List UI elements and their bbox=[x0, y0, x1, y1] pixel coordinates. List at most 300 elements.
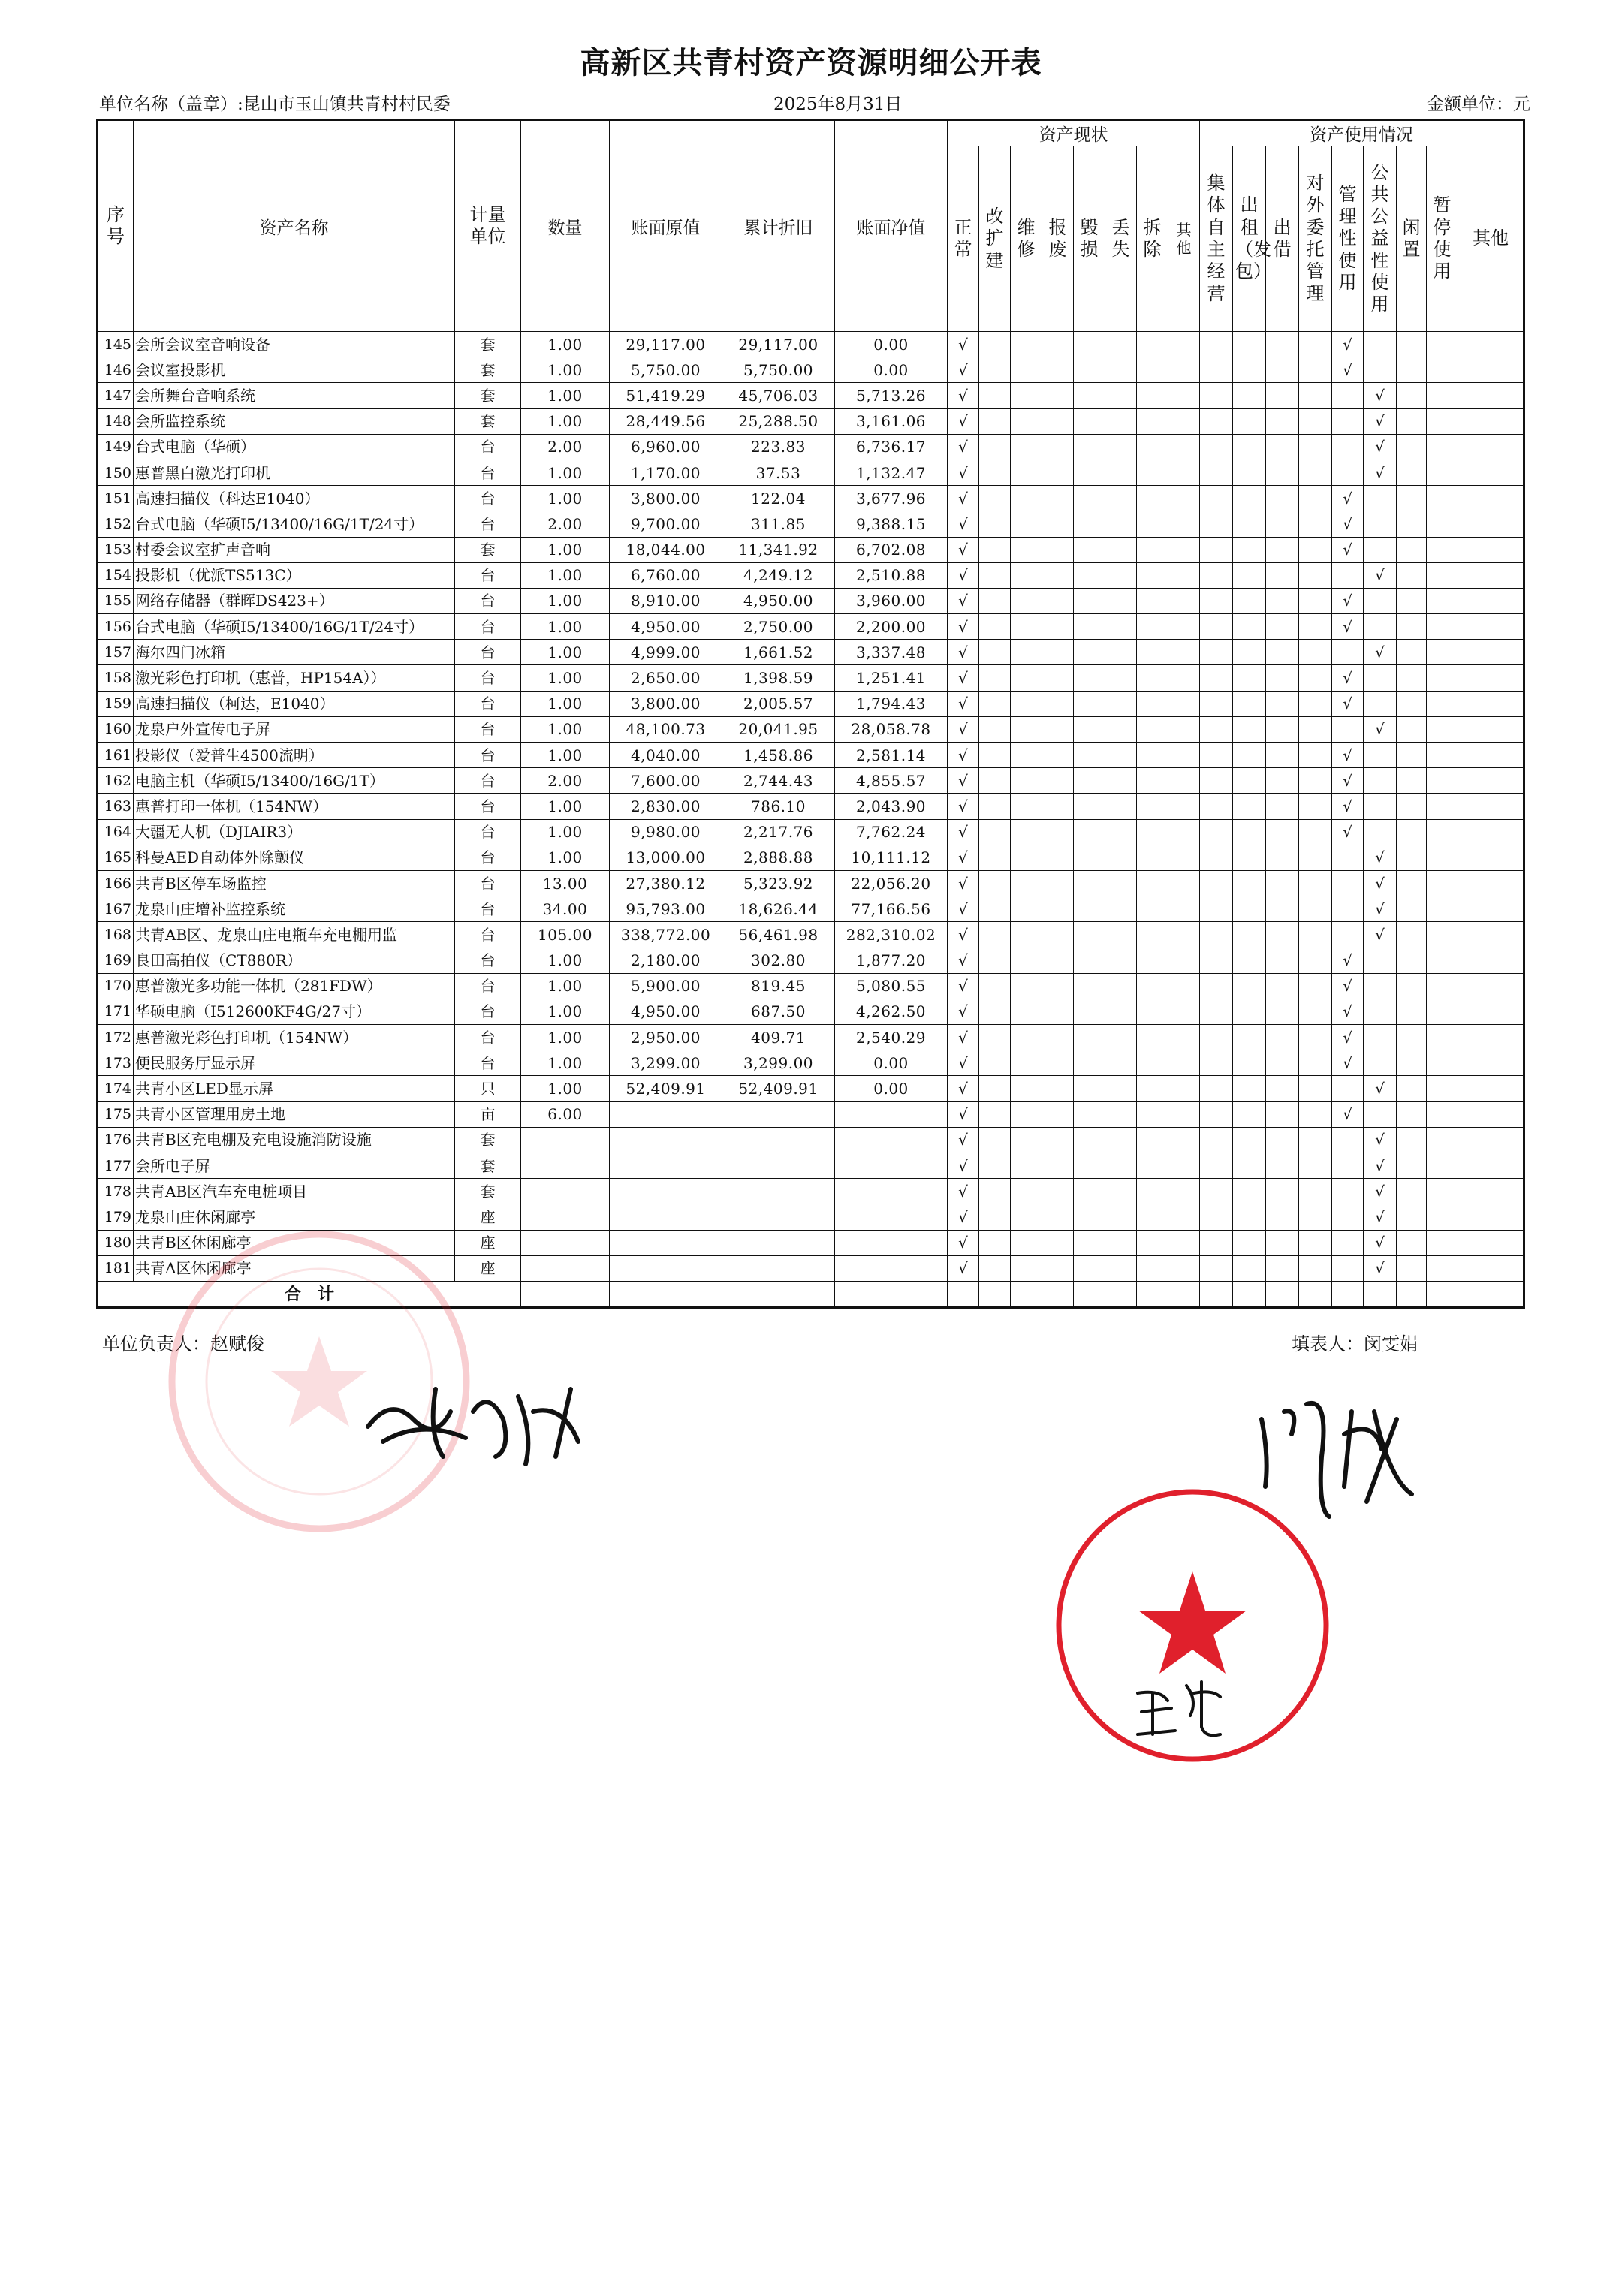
usage-cell bbox=[1299, 665, 1332, 691]
usage-cell bbox=[1200, 665, 1233, 691]
header-depreciation: 累计折旧 bbox=[722, 120, 835, 332]
status-cell: √ bbox=[948, 511, 979, 537]
row-net-value: 28,058.78 bbox=[835, 716, 948, 742]
usage-cell bbox=[1200, 922, 1233, 948]
usage-cell bbox=[1458, 1230, 1524, 1255]
usage-cell bbox=[1200, 1076, 1233, 1101]
usage-cell bbox=[1200, 819, 1233, 845]
status-cell bbox=[979, 562, 1011, 588]
row-depreciation: 37.53 bbox=[722, 460, 835, 485]
usage-cell bbox=[1397, 1076, 1427, 1101]
status-cell bbox=[1137, 562, 1168, 588]
status-cell: √ bbox=[948, 1076, 979, 1101]
row-depreciation: 786.10 bbox=[722, 794, 835, 819]
usage-cell: √ bbox=[1332, 1101, 1364, 1127]
status-cell bbox=[979, 1255, 1011, 1281]
header-usage-leased: 出租（发包） bbox=[1233, 146, 1266, 332]
row-unit: 台 bbox=[455, 999, 521, 1024]
report-date: 2025年8月31日 bbox=[773, 95, 903, 114]
seal-signature bbox=[1130, 1671, 1228, 1746]
usage-cell bbox=[1200, 486, 1233, 511]
row-unit: 套 bbox=[455, 537, 521, 562]
status-cell bbox=[1168, 845, 1200, 870]
usage-cell bbox=[1458, 1050, 1524, 1076]
usage-cell bbox=[1233, 1204, 1266, 1230]
table-row bbox=[98, 845, 1524, 870]
status-cell bbox=[1042, 845, 1074, 870]
usage-cell: √ bbox=[1364, 1204, 1397, 1230]
row-asset-name: 共青AB区汽车充电桩项目 bbox=[134, 1179, 455, 1204]
usage-cell bbox=[1200, 1230, 1233, 1255]
usage-cell bbox=[1233, 1127, 1266, 1153]
row-quantity: 1.00 bbox=[521, 408, 610, 434]
status-cell bbox=[1042, 948, 1074, 973]
status-cell bbox=[1011, 1025, 1042, 1050]
row-quantity: 1.00 bbox=[521, 845, 610, 870]
usage-cell bbox=[1299, 486, 1332, 511]
row-original-value: 338,772.00 bbox=[610, 922, 722, 948]
total-cell bbox=[1233, 1281, 1266, 1307]
status-cell bbox=[1168, 794, 1200, 819]
usage-cell bbox=[1364, 973, 1397, 999]
header-asset-name: 资产名称 bbox=[134, 120, 455, 332]
usage-cell bbox=[1397, 588, 1427, 613]
usage-cell bbox=[1200, 1179, 1233, 1204]
usage-cell bbox=[1458, 588, 1524, 613]
row-net-value: 2,043.90 bbox=[835, 794, 948, 819]
row-quantity: 1.00 bbox=[521, 743, 610, 768]
row-unit: 台 bbox=[455, 743, 521, 768]
usage-cell bbox=[1458, 896, 1524, 922]
status-cell bbox=[1011, 357, 1042, 383]
row-seq: 146 bbox=[98, 357, 134, 383]
status-cell bbox=[1168, 1025, 1200, 1050]
status-cell bbox=[1137, 768, 1168, 794]
status-cell bbox=[979, 1230, 1011, 1255]
usage-cell bbox=[1458, 562, 1524, 588]
row-unit: 台 bbox=[455, 922, 521, 948]
status-cell bbox=[1168, 614, 1200, 640]
row-depreciation bbox=[722, 1153, 835, 1179]
row-original-value: 18,044.00 bbox=[610, 537, 722, 562]
row-seq: 171 bbox=[98, 999, 134, 1024]
row-original-value bbox=[610, 1153, 722, 1179]
total-cell bbox=[1011, 1281, 1042, 1307]
usage-cell bbox=[1427, 665, 1458, 691]
header-original-value: 账面原值 bbox=[610, 120, 722, 332]
row-original-value: 95,793.00 bbox=[610, 896, 722, 922]
status-cell bbox=[1074, 332, 1105, 357]
status-cell bbox=[1011, 588, 1042, 613]
usage-cell bbox=[1397, 1204, 1427, 1230]
usage-cell bbox=[1364, 1050, 1397, 1076]
row-net-value: 1,132.47 bbox=[835, 460, 948, 485]
status-cell bbox=[979, 357, 1011, 383]
row-unit: 台 bbox=[455, 665, 521, 691]
usage-cell bbox=[1458, 537, 1524, 562]
row-seq: 145 bbox=[98, 332, 134, 357]
usage-cell bbox=[1427, 1127, 1458, 1153]
row-net-value bbox=[835, 1127, 948, 1153]
status-cell bbox=[1168, 716, 1200, 742]
usage-cell bbox=[1266, 1076, 1299, 1101]
row-quantity: 2.00 bbox=[521, 434, 610, 460]
status-cell bbox=[979, 1127, 1011, 1153]
total-cell bbox=[835, 1281, 948, 1307]
row-depreciation: 1,398.59 bbox=[722, 665, 835, 691]
usage-cell bbox=[1299, 1153, 1332, 1179]
status-cell bbox=[979, 665, 1011, 691]
header-status-demolished: 拆除 bbox=[1137, 146, 1168, 332]
status-cell bbox=[1105, 1153, 1137, 1179]
row-net-value: 0.00 bbox=[835, 332, 948, 357]
usage-cell bbox=[1397, 743, 1427, 768]
row-seq: 175 bbox=[98, 1101, 134, 1127]
status-cell: √ bbox=[948, 948, 979, 973]
status-cell: √ bbox=[948, 1101, 979, 1127]
status-cell bbox=[1042, 870, 1074, 896]
usage-cell bbox=[1397, 922, 1427, 948]
status-cell bbox=[1105, 1204, 1137, 1230]
row-net-value: 1,251.41 bbox=[835, 665, 948, 691]
row-net-value: 6,702.08 bbox=[835, 537, 948, 562]
status-cell bbox=[979, 408, 1011, 434]
usage-cell bbox=[1233, 716, 1266, 742]
usage-cell bbox=[1427, 1050, 1458, 1076]
usage-cell bbox=[1233, 896, 1266, 922]
row-seq: 162 bbox=[98, 768, 134, 794]
row-quantity: 1.00 bbox=[521, 665, 610, 691]
row-asset-name: 龙泉山庄休闲廊亭 bbox=[134, 1204, 455, 1230]
table-row bbox=[98, 486, 1524, 511]
status-cell bbox=[1168, 665, 1200, 691]
status-cell bbox=[1074, 562, 1105, 588]
usage-cell bbox=[1427, 511, 1458, 537]
row-asset-name: 共青AB区、龙泉山庄电瓶车充电棚用监 bbox=[134, 922, 455, 948]
status-cell bbox=[1105, 588, 1137, 613]
status-cell bbox=[1168, 999, 1200, 1024]
row-original-value: 9,700.00 bbox=[610, 511, 722, 537]
usage-cell: √ bbox=[1332, 614, 1364, 640]
status-cell: √ bbox=[948, 870, 979, 896]
status-cell bbox=[1042, 922, 1074, 948]
usage-cell bbox=[1299, 434, 1332, 460]
row-depreciation: 311.85 bbox=[722, 511, 835, 537]
status-cell bbox=[1074, 922, 1105, 948]
status-cell: √ bbox=[948, 999, 979, 1024]
row-net-value bbox=[835, 1179, 948, 1204]
usage-cell bbox=[1458, 743, 1524, 768]
status-cell bbox=[1105, 716, 1137, 742]
usage-cell bbox=[1458, 460, 1524, 485]
row-unit: 台 bbox=[455, 768, 521, 794]
usage-cell bbox=[1458, 434, 1524, 460]
row-asset-name: 惠普黑白激光打印机 bbox=[134, 460, 455, 485]
usage-cell bbox=[1266, 434, 1299, 460]
row-seq: 148 bbox=[98, 408, 134, 434]
row-depreciation bbox=[722, 1127, 835, 1153]
usage-cell bbox=[1200, 768, 1233, 794]
status-cell bbox=[1168, 743, 1200, 768]
status-cell bbox=[1011, 691, 1042, 716]
status-cell bbox=[1074, 716, 1105, 742]
usage-cell bbox=[1299, 691, 1332, 716]
usage-cell bbox=[1364, 1025, 1397, 1050]
row-original-value: 8,910.00 bbox=[610, 588, 722, 613]
row-net-value: 0.00 bbox=[835, 1076, 948, 1101]
usage-cell bbox=[1397, 434, 1427, 460]
status-cell bbox=[979, 332, 1011, 357]
usage-cell bbox=[1397, 332, 1427, 357]
status-cell bbox=[979, 973, 1011, 999]
status-cell bbox=[1042, 640, 1074, 665]
row-original-value: 2,950.00 bbox=[610, 1025, 722, 1050]
usage-cell: √ bbox=[1332, 691, 1364, 716]
row-original-value: 3,800.00 bbox=[610, 486, 722, 511]
usage-cell bbox=[1299, 768, 1332, 794]
row-net-value bbox=[835, 1204, 948, 1230]
status-cell bbox=[979, 434, 1011, 460]
row-asset-name: 海尔四门冰箱 bbox=[134, 640, 455, 665]
preparer: 填表人：闵雯娟 bbox=[1292, 1333, 1418, 1354]
usage-cell: √ bbox=[1332, 948, 1364, 973]
row-quantity: 1.00 bbox=[521, 562, 610, 588]
usage-cell bbox=[1427, 1179, 1458, 1204]
status-cell bbox=[1074, 1025, 1105, 1050]
row-asset-name: 惠普打印一体机（154NW） bbox=[134, 794, 455, 819]
status-cell bbox=[979, 640, 1011, 665]
status-cell bbox=[1074, 870, 1105, 896]
status-cell bbox=[1105, 357, 1137, 383]
row-seq: 174 bbox=[98, 1076, 134, 1101]
status-cell: √ bbox=[948, 640, 979, 665]
table-row bbox=[98, 511, 1524, 537]
row-depreciation: 819.45 bbox=[722, 973, 835, 999]
usage-cell bbox=[1458, 973, 1524, 999]
status-cell bbox=[1168, 922, 1200, 948]
status-cell bbox=[1042, 665, 1074, 691]
row-unit: 座 bbox=[455, 1255, 521, 1281]
status-cell: √ bbox=[948, 614, 979, 640]
row-unit: 台 bbox=[455, 716, 521, 742]
row-asset-name: 电脑主机（华硕I5/13400/16G/1T） bbox=[134, 768, 455, 794]
usage-cell bbox=[1332, 562, 1364, 588]
row-seq: 153 bbox=[98, 537, 134, 562]
usage-cell: √ bbox=[1332, 743, 1364, 768]
status-cell bbox=[1137, 614, 1168, 640]
status-cell bbox=[1074, 743, 1105, 768]
status-cell bbox=[1074, 973, 1105, 999]
usage-cell bbox=[1427, 794, 1458, 819]
status-cell bbox=[1042, 588, 1074, 613]
row-asset-name: 会所电子屏 bbox=[134, 1153, 455, 1179]
status-cell bbox=[1011, 743, 1042, 768]
total-cell bbox=[1137, 1281, 1168, 1307]
usage-cell: √ bbox=[1332, 1050, 1364, 1076]
usage-cell bbox=[1364, 743, 1397, 768]
row-seq: 157 bbox=[98, 640, 134, 665]
usage-cell bbox=[1427, 922, 1458, 948]
usage-cell: √ bbox=[1364, 845, 1397, 870]
usage-cell bbox=[1266, 973, 1299, 999]
row-unit: 台 bbox=[455, 486, 521, 511]
row-original-value: 13,000.00 bbox=[610, 845, 722, 870]
responsible-person: 单位负责人：赵赋俊 bbox=[102, 1333, 264, 1354]
status-cell bbox=[1074, 640, 1105, 665]
status-cell bbox=[1074, 383, 1105, 408]
row-seq: 168 bbox=[98, 922, 134, 948]
row-net-value: 3,337.48 bbox=[835, 640, 948, 665]
row-net-value: 7,762.24 bbox=[835, 819, 948, 845]
status-cell bbox=[1042, 332, 1074, 357]
usage-cell bbox=[1332, 383, 1364, 408]
usage-cell bbox=[1299, 845, 1332, 870]
row-depreciation bbox=[722, 1179, 835, 1204]
table-row bbox=[98, 1101, 1524, 1127]
row-depreciation: 223.83 bbox=[722, 434, 835, 460]
usage-cell bbox=[1233, 357, 1266, 383]
status-cell bbox=[1042, 1153, 1074, 1179]
status-cell bbox=[979, 870, 1011, 896]
status-cell bbox=[1074, 999, 1105, 1024]
usage-cell bbox=[1427, 383, 1458, 408]
row-net-value: 22,056.20 bbox=[835, 870, 948, 896]
usage-cell bbox=[1200, 434, 1233, 460]
total-cell bbox=[979, 1281, 1011, 1307]
usage-cell bbox=[1427, 486, 1458, 511]
row-net-value: 77,166.56 bbox=[835, 896, 948, 922]
status-cell bbox=[1042, 1255, 1074, 1281]
usage-cell bbox=[1458, 357, 1524, 383]
row-asset-name: 台式电脑（华硕） bbox=[134, 434, 455, 460]
status-cell bbox=[979, 896, 1011, 922]
header-usage-entrusted: 对外委托管理 bbox=[1299, 146, 1332, 332]
status-cell bbox=[1137, 1101, 1168, 1127]
status-cell: √ bbox=[948, 434, 979, 460]
table-row bbox=[98, 1076, 1524, 1101]
table-row bbox=[98, 1179, 1524, 1204]
row-seq: 166 bbox=[98, 870, 134, 896]
header-seq: 序号 bbox=[98, 120, 134, 332]
status-cell: √ bbox=[948, 357, 979, 383]
usage-cell bbox=[1458, 1204, 1524, 1230]
status-cell bbox=[1011, 332, 1042, 357]
row-unit: 台 bbox=[455, 794, 521, 819]
usage-cell bbox=[1364, 948, 1397, 973]
status-cell bbox=[1074, 1050, 1105, 1076]
row-quantity: 1.00 bbox=[521, 973, 610, 999]
usage-cell: √ bbox=[1364, 1255, 1397, 1281]
status-cell bbox=[1137, 665, 1168, 691]
row-depreciation: 20,041.95 bbox=[722, 716, 835, 742]
status-cell bbox=[979, 486, 1011, 511]
row-asset-name: 共青B区停车场监控 bbox=[134, 870, 455, 896]
row-unit: 座 bbox=[455, 1230, 521, 1255]
status-cell bbox=[1137, 896, 1168, 922]
usage-cell bbox=[1299, 819, 1332, 845]
usage-cell bbox=[1299, 588, 1332, 613]
status-cell bbox=[1168, 332, 1200, 357]
table-row bbox=[98, 948, 1524, 973]
row-original-value: 48,100.73 bbox=[610, 716, 722, 742]
usage-cell bbox=[1332, 1230, 1364, 1255]
row-net-value bbox=[835, 1153, 948, 1179]
row-seq: 165 bbox=[98, 845, 134, 870]
status-cell bbox=[1105, 870, 1137, 896]
usage-cell bbox=[1427, 1204, 1458, 1230]
total-cell bbox=[1397, 1281, 1427, 1307]
row-depreciation: 302.80 bbox=[722, 948, 835, 973]
row-original-value: 5,900.00 bbox=[610, 973, 722, 999]
total-cell bbox=[1074, 1281, 1105, 1307]
status-cell bbox=[1074, 1179, 1105, 1204]
status-cell: √ bbox=[948, 460, 979, 485]
status-cell bbox=[1137, 588, 1168, 613]
usage-cell bbox=[1427, 640, 1458, 665]
status-cell bbox=[1168, 896, 1200, 922]
status-cell bbox=[1011, 1127, 1042, 1153]
usage-cell bbox=[1233, 743, 1266, 768]
usage-cell bbox=[1266, 1204, 1299, 1230]
status-cell bbox=[1074, 1255, 1105, 1281]
status-cell bbox=[1011, 870, 1042, 896]
row-quantity: 105.00 bbox=[521, 922, 610, 948]
row-net-value: 3,161.06 bbox=[835, 408, 948, 434]
usage-cell bbox=[1299, 794, 1332, 819]
status-cell bbox=[1105, 1076, 1137, 1101]
usage-cell bbox=[1332, 845, 1364, 870]
row-depreciation: 5,750.00 bbox=[722, 357, 835, 383]
row-unit: 只 bbox=[455, 1076, 521, 1101]
status-cell bbox=[1168, 948, 1200, 973]
status-cell bbox=[1042, 434, 1074, 460]
usage-cell bbox=[1233, 1153, 1266, 1179]
row-original-value: 4,950.00 bbox=[610, 999, 722, 1024]
usage-cell: √ bbox=[1332, 511, 1364, 537]
usage-cell: √ bbox=[1332, 819, 1364, 845]
row-net-value bbox=[835, 1255, 948, 1281]
status-cell bbox=[1042, 1204, 1074, 1230]
status-cell bbox=[1042, 511, 1074, 537]
usage-cell bbox=[1458, 845, 1524, 870]
row-unit: 台 bbox=[455, 588, 521, 613]
status-cell bbox=[1074, 948, 1105, 973]
status-cell bbox=[979, 845, 1011, 870]
usage-cell bbox=[1397, 973, 1427, 999]
status-cell bbox=[1011, 1101, 1042, 1127]
status-cell bbox=[1011, 460, 1042, 485]
usage-cell bbox=[1397, 999, 1427, 1024]
status-cell: √ bbox=[948, 768, 979, 794]
usage-cell bbox=[1233, 332, 1266, 357]
row-seq: 176 bbox=[98, 1127, 134, 1153]
usage-cell bbox=[1233, 819, 1266, 845]
status-cell bbox=[1137, 973, 1168, 999]
table-row bbox=[98, 768, 1524, 794]
row-seq: 170 bbox=[98, 973, 134, 999]
usage-cell: √ bbox=[1364, 434, 1397, 460]
usage-cell bbox=[1332, 716, 1364, 742]
status-cell: √ bbox=[948, 973, 979, 999]
row-net-value: 2,581.14 bbox=[835, 743, 948, 768]
status-cell bbox=[1074, 460, 1105, 485]
status-cell: √ bbox=[948, 665, 979, 691]
usage-cell bbox=[1427, 819, 1458, 845]
row-net-value: 4,262.50 bbox=[835, 999, 948, 1024]
status-cell bbox=[1137, 1025, 1168, 1050]
usage-cell bbox=[1266, 665, 1299, 691]
usage-cell bbox=[1266, 511, 1299, 537]
